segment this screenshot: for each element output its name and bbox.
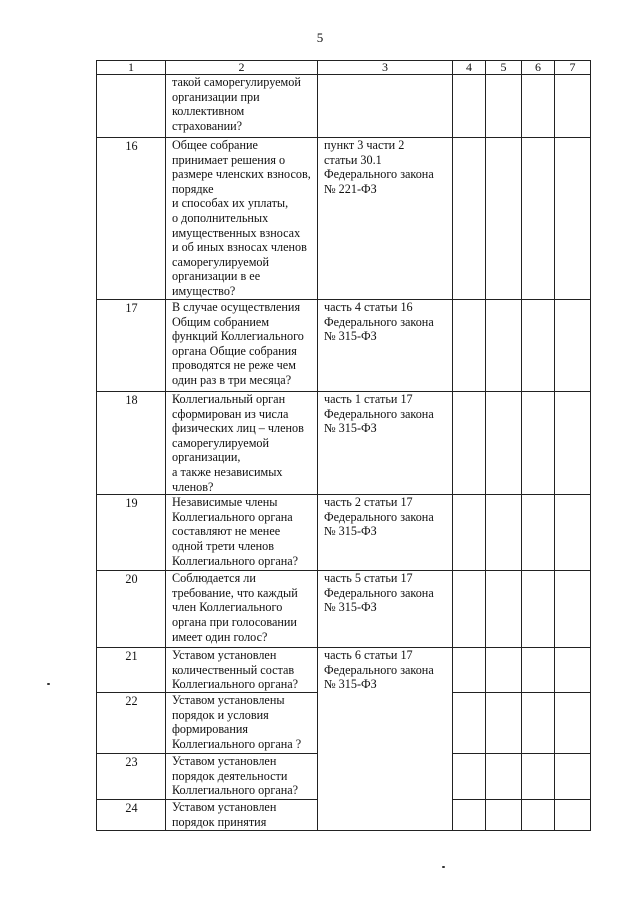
column-header: 5 — [486, 61, 522, 75]
scan-speck — [442, 866, 445, 868]
column-header: 3 — [318, 61, 453, 75]
row-number: 20 — [97, 571, 166, 648]
answer-cell — [555, 495, 591, 571]
answer-cell — [555, 754, 591, 800]
legal-basis-cell: часть 2 статьи 17 Федерального закона № 315-ФЗ — [318, 495, 453, 571]
answer-cell — [453, 571, 486, 648]
legal-basis-cell — [318, 75, 453, 138]
answer-cell — [453, 75, 486, 138]
row-number: 19 — [97, 495, 166, 571]
column-header: 4 — [453, 61, 486, 75]
answer-cell — [486, 495, 522, 571]
requirement-cell: такой саморегулируемой организации при коллективном страховании? — [166, 75, 318, 138]
row-number: 21 — [97, 648, 166, 693]
answer-cell — [486, 138, 522, 300]
answer-cell — [486, 300, 522, 392]
row-number: 18 — [97, 392, 166, 495]
answer-cell — [486, 571, 522, 648]
answer-cell — [522, 693, 555, 754]
requirement-cell: Независимые члены Коллегиального органа составляют не менее одной трети членов Коллегиального органа? — [166, 495, 318, 571]
answer-cell — [522, 648, 555, 693]
table-row — [97, 392, 591, 495]
checklist-table — [96, 60, 591, 831]
answer-cell — [486, 754, 522, 800]
requirement-cell: Уставом установлен порядок принятия — [166, 800, 318, 831]
column-header: 6 — [522, 61, 555, 75]
table-row — [97, 571, 591, 648]
answer-cell — [453, 495, 486, 571]
page-number: 5 — [316, 30, 324, 45]
requirement-cell: Уставом установлен количественный состав Коллегиального органа? — [166, 648, 318, 693]
answer-cell — [522, 300, 555, 392]
answer-cell — [522, 495, 555, 571]
table-row — [97, 300, 591, 392]
table-header-row — [97, 61, 591, 75]
requirement-cell: Уставом установлены порядок и условия формирования Коллегиального органа ? — [166, 693, 318, 754]
legal-basis-cell: часть 4 статьи 16 Федерального закона № 315-ФЗ — [318, 300, 453, 392]
column-header: 7 — [555, 61, 591, 75]
answer-cell — [486, 693, 522, 754]
answer-cell — [453, 300, 486, 392]
legal-basis-cell: часть 5 статьи 17 Федерального закона № 315-ФЗ — [318, 571, 453, 648]
answer-cell — [453, 754, 486, 800]
row-number: 24 — [97, 800, 166, 831]
requirement-cell: Общее собрание принимает решения о размере членских взносов, порядке и способах их уплаты, о дополнительных имущественных взносах и об иных взносах членов саморегулируемой организации в ее имущество? — [166, 138, 318, 300]
answer-cell — [555, 300, 591, 392]
answer-cell — [486, 75, 522, 138]
legal-basis-cell: пункт 3 части 2 статьи 30.1 Федерального закона № 221-ФЗ — [318, 138, 453, 300]
legal-basis-cell: часть 1 статьи 17 Федерального закона № 315-ФЗ — [318, 392, 453, 495]
answer-cell — [555, 648, 591, 693]
answer-cell — [522, 571, 555, 648]
answer-cell — [555, 138, 591, 300]
answer-cell — [453, 800, 486, 831]
requirement-cell: Соблюдается ли требование, что каждый член Коллегиального органа при голосовании имеет один голос? — [166, 571, 318, 648]
answer-cell — [555, 693, 591, 754]
answer-cell — [555, 800, 591, 831]
scan-speck — [47, 683, 50, 685]
answer-cell — [522, 754, 555, 800]
table-row — [97, 138, 591, 300]
answer-cell — [486, 392, 522, 495]
requirement-cell: В случае осуществления Общим собранием функций Коллегиального органа Общие собрания проводятся не реже чем один раз в три месяца? — [166, 300, 318, 392]
answer-cell — [486, 648, 522, 693]
table-row — [97, 648, 591, 693]
answer-cell — [486, 800, 522, 831]
row-number: 22 — [97, 693, 166, 754]
answer-cell — [453, 648, 486, 693]
requirement-cell: Коллегиальный орган сформирован из числа физических лиц – членов саморегулируемой организации, а также независимых членов? — [166, 392, 318, 495]
answer-cell — [555, 571, 591, 648]
answer-cell — [522, 138, 555, 300]
row-number: 17 — [97, 300, 166, 392]
row-number: 23 — [97, 754, 166, 800]
answer-cell — [555, 75, 591, 138]
table-row — [97, 75, 591, 138]
answer-cell — [555, 392, 591, 495]
column-header: 2 — [166, 61, 318, 75]
answer-cell — [453, 392, 486, 495]
requirement-cell: Уставом установлен порядок деятельности Коллегиального органа? — [166, 754, 318, 800]
answer-cell — [453, 693, 486, 754]
answer-cell — [522, 800, 555, 831]
table-row — [97, 495, 591, 571]
answer-cell — [522, 392, 555, 495]
answer-cell — [522, 75, 555, 138]
row-number — [97, 75, 166, 138]
column-header: 1 — [97, 61, 166, 75]
legal-basis-cell: часть 6 статьи 17 Федерального закона № 315-ФЗ — [318, 648, 453, 831]
row-number: 16 — [97, 138, 166, 300]
answer-cell — [453, 138, 486, 300]
